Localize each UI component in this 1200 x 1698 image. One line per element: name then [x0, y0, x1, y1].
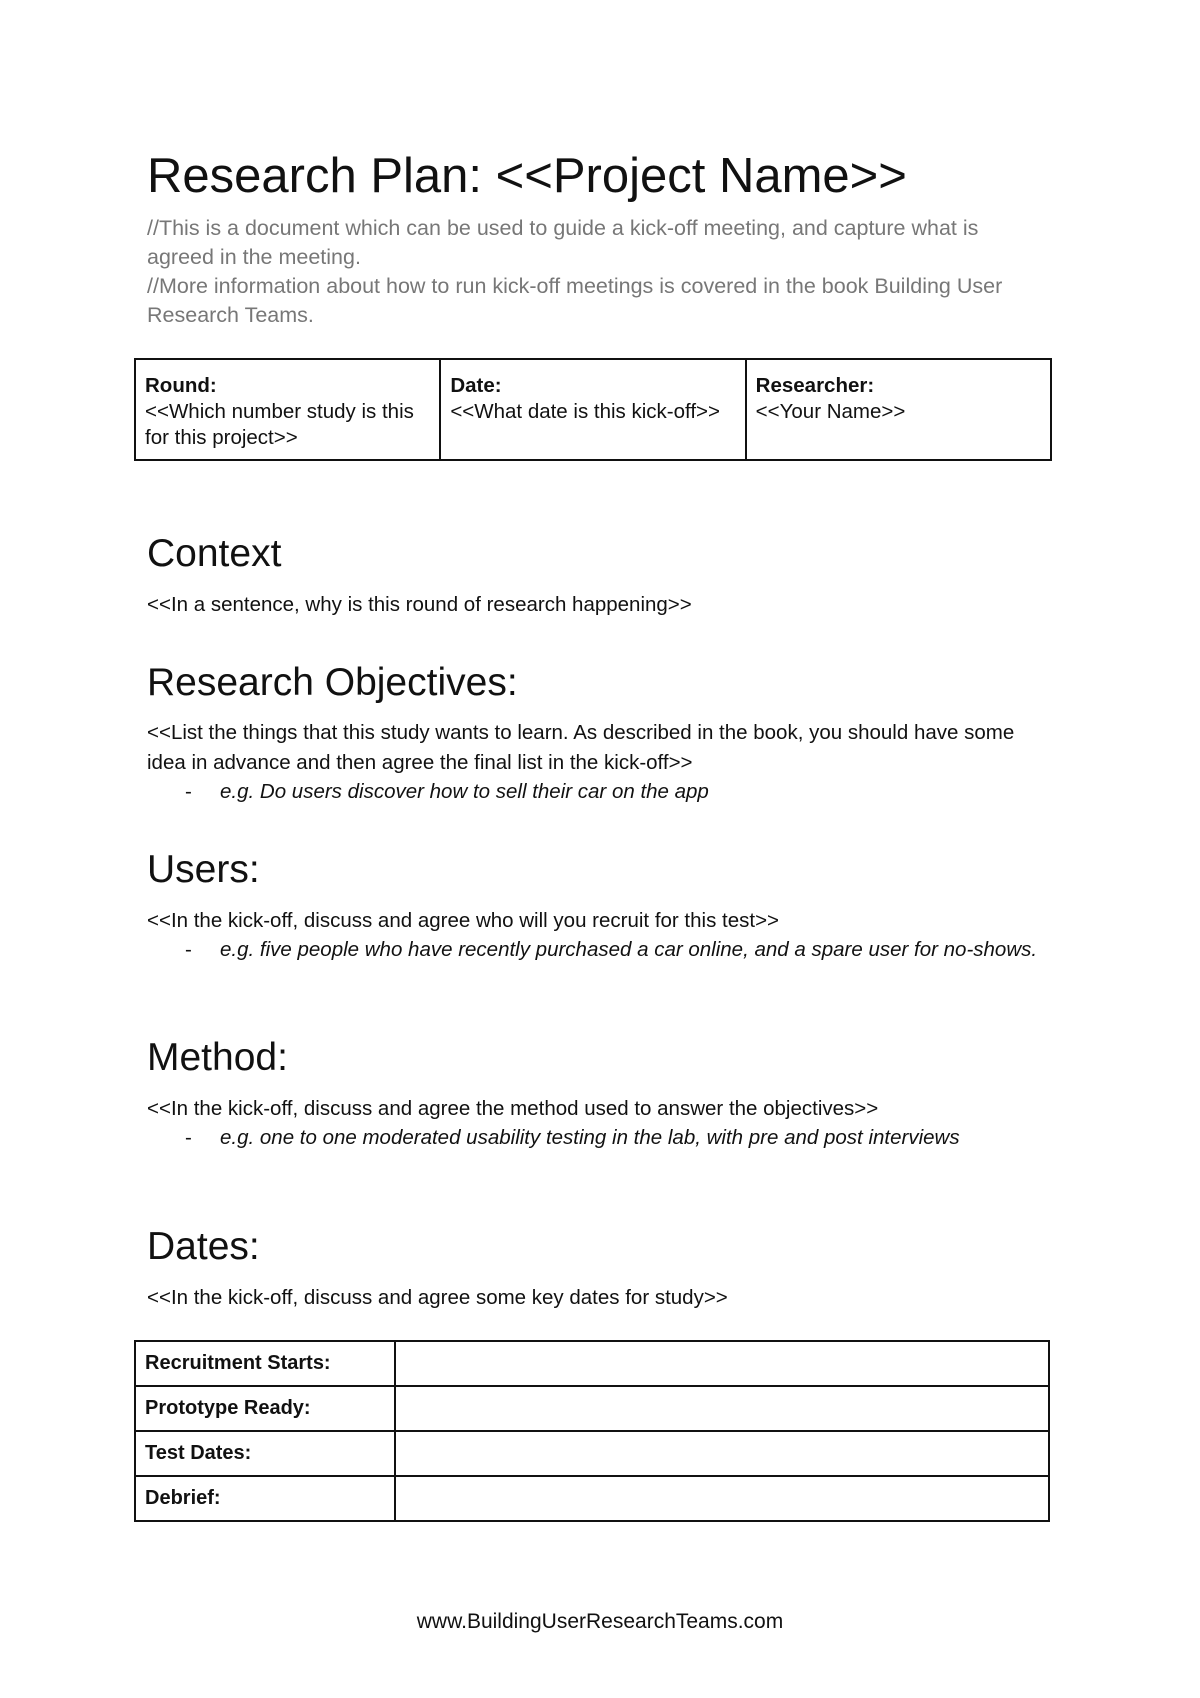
section-heading-method: Method: [147, 1036, 288, 1079]
section-heading-users: Users: [147, 848, 260, 891]
method-bullet [185, 1123, 1045, 1153]
dates-value-cell[interactable] [395, 1431, 1049, 1476]
intro-note: //More information about how to run kick-off meetings is covered in the book Building User Research Teams. [147, 274, 1003, 327]
dates-text: <<In the kick-off, discuss and agree some key dates for study>> [147, 1286, 728, 1309]
objectives-bullet [185, 777, 1045, 807]
dates-value-cell[interactable] [395, 1476, 1049, 1521]
meta-value: <<Which number study is this for this project>> [145, 400, 414, 449]
section-heading-objectives: Research Objectives: [147, 661, 518, 704]
dates-label: Test Dates: [135, 1431, 395, 1476]
users-bullet [185, 935, 1045, 965]
meta-label: Date: [450, 374, 502, 397]
meta-label: Researcher: [755, 374, 875, 397]
table-row [135, 1341, 1049, 1386]
table-row [135, 1476, 1049, 1521]
dates-table [134, 1340, 1050, 1522]
table-row [135, 1431, 1049, 1476]
meta-value: <<What date is this kick-off>> [450, 400, 721, 423]
intro-note: //This is a document which can be used to guide a kick-off meeting, and capture what is agreed in the meeting. [147, 216, 979, 269]
section-heading-dates: Dates: [147, 1225, 260, 1268]
dates-label: Debrief: [135, 1476, 395, 1521]
users-text: <<In the kick-off, discuss and agree who will you recruit for this test>> [147, 909, 780, 932]
meta-cell-round [135, 359, 440, 460]
table-row [135, 1386, 1049, 1431]
dates-label: Recruitment Starts: [135, 1341, 395, 1386]
intro-notes [147, 214, 1047, 330]
context-text: <<In a sentence, why is this round of research happening>> [147, 593, 692, 616]
method-text: <<In the kick-off, discuss and agree the method used to answer the objectives>> [147, 1097, 879, 1120]
meta-table [134, 358, 1052, 461]
bullet-text: e.g. Do users discover how to sell their car on the app [220, 780, 709, 803]
page-title: Research Plan: <<Project Name>> [147, 149, 907, 203]
footer-link[interactable]: www.BuildingUserResearchTeams.com [416, 1610, 784, 1633]
dates-value-cell[interactable] [395, 1341, 1049, 1386]
meta-cell-researcher [746, 359, 1051, 460]
dates-value-cell[interactable] [395, 1386, 1049, 1431]
bullet-text: e.g. five people who have recently purchased a car online, and a spare user for no-shows. [220, 938, 1038, 961]
bullet-dash: - [185, 1126, 192, 1149]
meta-cell-date [440, 359, 745, 460]
objectives-text: <<List the things that this study wants to learn. As described in the book, you should have some idea in advance and then agree the final list in the kick-off>> [147, 721, 1015, 774]
dates-label: Prototype Ready: [135, 1386, 395, 1431]
bullet-dash: - [185, 938, 192, 961]
meta-label: Round: [145, 374, 217, 397]
section-heading-context: Context [147, 532, 282, 575]
bullet-text: e.g. one to one moderated usability testing in the lab, with pre and post interviews [220, 1126, 960, 1149]
meta-row [135, 359, 1051, 460]
bullet-dash: - [185, 780, 192, 803]
meta-value: <<Your Name>> [755, 400, 906, 423]
